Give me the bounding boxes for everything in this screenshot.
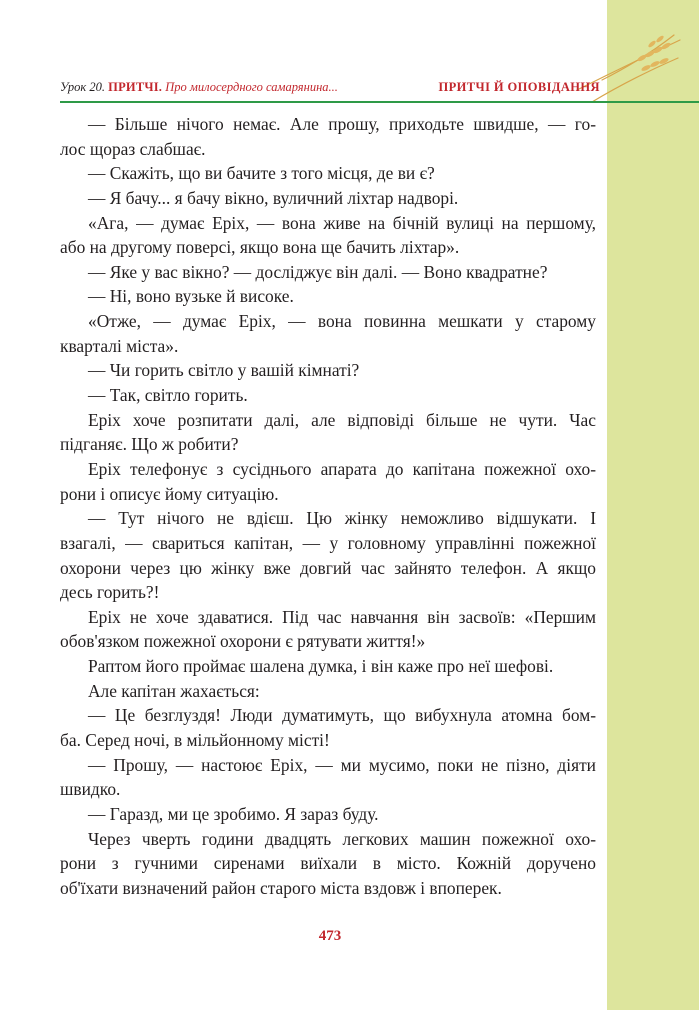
lesson-subtitle: Про милосердного самарянина... <box>165 80 338 94</box>
text-line: — Прошу, — настоює Еріх, — ми мусимо, поки не пізно, діяти <box>88 754 596 775</box>
text-line: або на другому поверсі, якщо вона ще бачить ліхтар». <box>60 237 460 258</box>
running-header <box>60 80 600 102</box>
text-line: лос щораз слабшає. <box>60 138 206 159</box>
text-line: Але капітан жахається: <box>88 680 260 701</box>
text-line: «Ага, — думає Еріх, — вона живе на бічній вулиці на першому, <box>88 212 596 233</box>
lesson-number: Урок 20. <box>60 80 106 94</box>
text-line: Еріх телефонує з сусіднього апарата до капітана пожежної охо- <box>88 458 596 479</box>
text-line: «Отже, — думає Еріх, — вона повинна мешкати у старому <box>88 311 596 332</box>
text-line: — Яке у вас вікно? — досліджує він далі. — Воно квадратне? <box>88 261 548 282</box>
text-line: об'їхати визначений район старого міста вздовж і впоперек. <box>60 877 502 898</box>
page-number: 473 <box>318 928 342 944</box>
side-color-band <box>607 0 699 1010</box>
header-divider <box>60 101 699 103</box>
text-line: — Ні, воно вузьке й високе. <box>88 286 294 307</box>
text-line: Раптом його проймає шалена думка, і він каже про неї шефові. <box>88 656 554 677</box>
text-line: взагалі, — свариться капітан, — у головному управлінні пожежної <box>60 532 596 553</box>
text-line: десь горить?! <box>60 582 160 603</box>
text-line: охорони через цю жінку вже довгий час зайнято телефон. А якщо <box>60 557 596 578</box>
lesson-topic: ПРИТЧІ. <box>108 80 163 94</box>
text-line: швидко. <box>60 779 121 800</box>
text-line: рони і описує йому ситуацію. <box>60 483 279 504</box>
text-line: — Тут нічого не вдієш. Цю жінку неможливо відшукати. І <box>88 508 596 529</box>
text-line: — Так, світло горить. <box>88 385 248 406</box>
body-text <box>60 112 596 901</box>
section-title: ПРИТЧІ Й ОПОВІДАННЯ <box>438 80 600 94</box>
text-line: — Скажіть, що ви бачите з того місця, де ви є? <box>88 163 435 184</box>
text-line: — Це безглуздя! Люди думатимуть, що вибухнула атомна бом- <box>88 705 596 726</box>
text-line: кварталі міста». <box>60 335 179 356</box>
text-line: — Гаразд, ми це зробимо. Я зараз буду. <box>88 803 379 824</box>
text-line: ба. Серед ночі, в мільйонному місті! <box>60 730 330 751</box>
text-line: — Чи горить світло у вашій кімнаті? <box>88 360 360 381</box>
text-line: Через чверть години двадцять легкових машин пожежної охо- <box>88 828 596 849</box>
text-line: обов'язком пожежної охорони є рятувати життя!» <box>60 631 426 652</box>
text-line: підганяє. Що ж робити? <box>60 434 239 455</box>
text-line: рони з гучними сиренами виїхали в місто. Кожній доручено <box>60 853 596 874</box>
lesson-title <box>60 80 338 95</box>
text-line: Еріх хоче розпитати далі, але відповіді більше не чути. Час <box>88 409 596 430</box>
text-line: — Я бачу... я бачу вікно, вуличний ліхтар надворі. <box>88 187 459 208</box>
text-line: — Більше нічого немає. Але прошу, приходьте швидше, — го- <box>88 114 596 134</box>
text-line: Еріх не хоче здаватися. Під час навчання він засвоїв: «Першим <box>88 606 596 627</box>
